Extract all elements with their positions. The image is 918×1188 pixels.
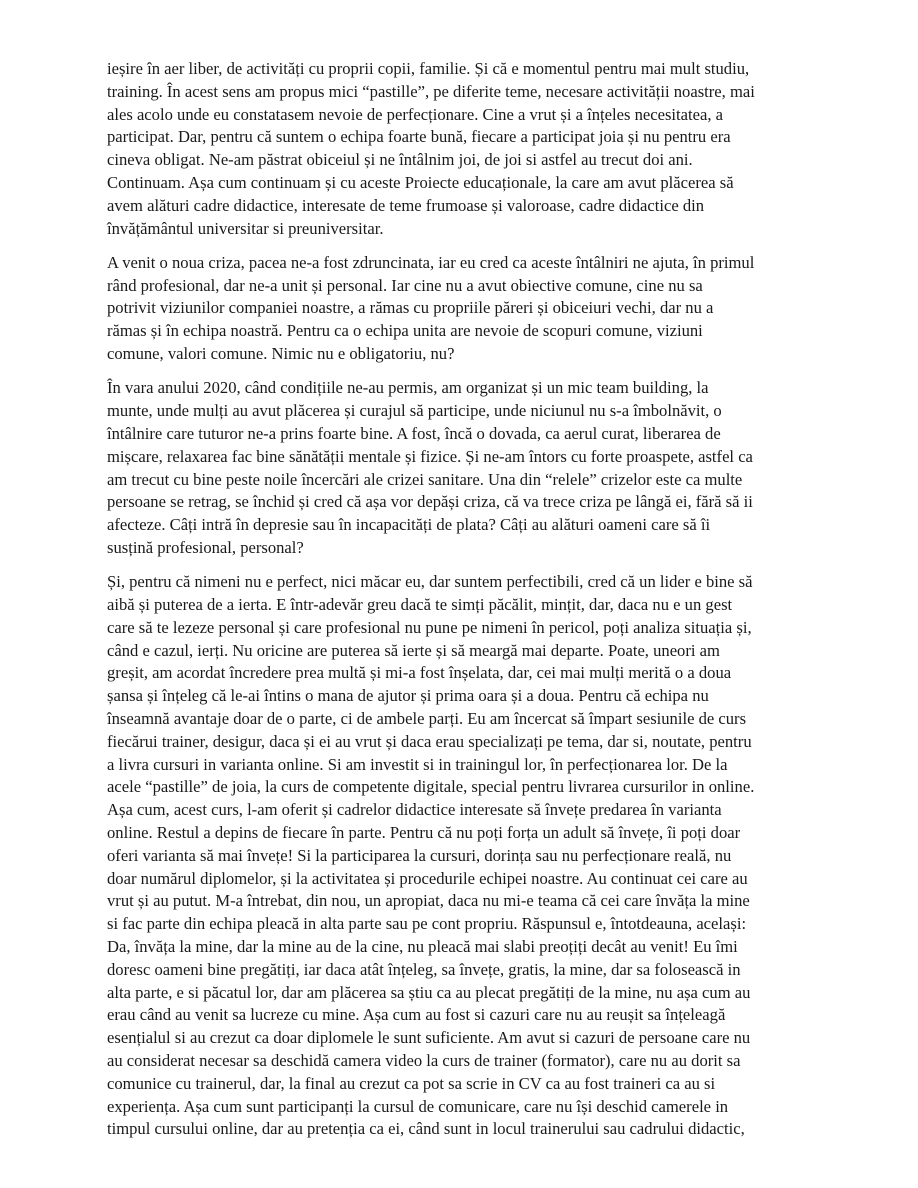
document-page (107, 58, 827, 1153)
text-line: afecteze. Câți intră în depresie sau în incapacități de plata? Câți au alături oameni care să îi (107, 515, 711, 535)
text-line: greșit, am acordat încredere prea multă și mi-a fost înșelata, dar, cei mai mulți merită o a doua (107, 663, 732, 683)
text-line: experiența. Așa cum sunt participanți la cursul de comunicare, care nu își deschid camerele in (107, 1096, 729, 1116)
text-line: vrut și au putut. M-a întrebat, din nou, un apropiat, daca nu mi-e teama că cei care învăța la mine (107, 891, 750, 911)
text-line: aibă și puterea de a ierta. E într-adevăr greu dacă te simți păcălit, mințit, dar, daca nu e un gest (107, 595, 733, 615)
text-line: comune, valori comune. Nimic nu e obligatoriu, nu? (107, 344, 455, 364)
text-line: ieșire în aer liber, de activități cu proprii copii, familie. Și că e momentul pentru mai mult studiu, (107, 59, 750, 78)
text-line: fiecărui trainer, desigur, daca și ei au vrut și daca erau specializați pe tema, dar si, noutate, pentru (107, 731, 752, 751)
text-line: si fac parte din echipa pleacă in alta parte sau pe cont propriu. Răspunsul e, întotdeauna, același: (107, 914, 747, 934)
text-line: online. Restul a depins de fiecare în parte. Pentru că nu poți forța un adult să învețe, îi poți doar (107, 823, 741, 842)
text-line: învățământul universitar si preuniversitar. (107, 218, 384, 238)
text-line: Și, pentru că nimeni nu e perfect, nici măcar eu, dar suntem perfectibili, cred că un lider e bine să (107, 572, 753, 592)
text-line: doar numărul diplomelor, și la activitatea și procedurile echipei noastre. Au continuat cei care au (107, 868, 748, 888)
paragraph-2 (107, 252, 827, 366)
text-line: Da, învăța la mine, dar la mine au de la cine, nu pleacă mai slabi preoțiți decât au venit! Eu îmi (107, 936, 738, 956)
text-line: ales acolo unde eu constatasem nevoie de perfecționare. Cine a vrut și a înțeles necesitatea, a (107, 104, 724, 124)
text-line: timpul cursului online, dar au pretenția ca ei, când sunt in locul trainerului sau cadrului didactic, (107, 1119, 745, 1139)
text-line: avem alături cadre didactice, interesate de teme frumoase și valoroase, cadre didactice din (107, 195, 705, 215)
text-line: A venit o noua criza, pacea ne-a fost zdruncinata, iar eu cred ca aceste întâlniri ne ajuta, în primul (107, 252, 755, 272)
paragraph-3 (107, 377, 827, 559)
text-line: participat. Dar, pentru că suntem o echipa foarte bună, fiecare a participat joia și nu pentru era (107, 127, 731, 147)
text-line: mișcare, relaxarea fac bine sănătății mentale și fizice. Și ne-am întors cu forte proaspete, astfel ca (107, 446, 753, 466)
text-line: Așa cum, acest curs, l-am oferit și cadrelor didactice interesate să învețe predarea în varianta (107, 800, 722, 820)
text-line: am trecut cu bine peste noile încercări ale crizei sanitare. Una din “relele” crizelor este ca multe (107, 469, 743, 489)
text-line: potrivit viziunilor companiei noastre, a rămas cu propriile păreri și obiceiuri vechi, dar nu a (107, 298, 714, 318)
text-line: oferi varianta să mai învețe! Si la participarea la cursuri, dorința sau nu perfecționare reală, nu (107, 845, 732, 865)
text-line: acele “pastille” de joia, la curs de competente digitale, special pentru livrarea cursurilor in online. (107, 777, 755, 797)
text-line: întâlnire care tuturor ne-a prins foarte bine. A fost, încă o dovada, ca aerul curat, liberarea de (107, 423, 721, 443)
text-line: care să te lezeze personal și care profesional nu pune pe nimeni în pericol, poți analiza situația și, (107, 617, 752, 637)
text-line: alta parte, e si păcatul lor, dar am plăcerea sa știu ca au plecat pregătiți de la mine, nu așa cum au (107, 982, 751, 1002)
text-line: comunice cu trainerul, dar, la final au crezut ca pot sa scrie in CV ca au fost traineri ca au si (107, 1073, 716, 1093)
text-line: când e cazul, ierți. Nu oricine are puterea să ierte și să meargă mai departe. Poate, uneori am (107, 640, 720, 660)
text-line: șansa și înțeleg că le-ai întins o mana de ajutor și prima oara și a doua. Pentru că echipa nu (107, 686, 709, 706)
text-line: persoane se retrag, se închid și cred că așa vor depăși criza, că va trece criza pe lângă ei, fără să ii (107, 492, 753, 512)
text-line: a livra cursuri in varianta online. Si am investit si in trainingul lor, în perfecționarea lor. De la (107, 754, 728, 774)
text-line: doresc oameni bine pregătiți, iar daca atât înțeleg, sa învețe, gratis, la mine, dar sa folosească in (107, 959, 741, 979)
text-line: training. În acest sens am propus mici “pastille”, pe diferite teme, necesare activității noastre, mai (107, 81, 755, 101)
text-line: Continuam. Așa cum continuam și cu aceste Proiecte educaționale, la care am avut plăcerea să (107, 172, 734, 192)
text-line: esențialul si au crezut ca doar diplomele le sunt suficiente. Am avut si cazuri de persoane care nu (107, 1028, 751, 1048)
text-line: au considerat necesar sa deschidă camera video la curs de trainer (formator), care nu au dorit sa (107, 1050, 741, 1070)
text-line: înseamnă avantaje doar de o parte, ci de ambele parți. Eu am încercat să împart sesiunile de curs (107, 709, 747, 729)
paragraph-4 (107, 571, 827, 1141)
paragraph-1 (107, 58, 827, 240)
text-line: susțină profesional, personal? (107, 537, 304, 557)
text-line: erau când au venit sa lucreze cu mine. Așa cum au fost si cazuri care nu au reușit sa înțeleagă (107, 1005, 726, 1025)
text-line: rămas și în echipa noastră. Pentru ca o echipa unita are nevoie de scopuri comune, viziuni (107, 321, 703, 341)
text-line: munte, unde mulți au avut plăcerea și curajul să participe, unde niciunul nu s-a îmbolnăvit, o (107, 401, 722, 421)
text-line: În vara anului 2020, când condițiile ne-au permis, am organizat și un mic team building, la (107, 378, 709, 398)
text-line: cineva obligat. Ne-am păstrat obiceiul și ne întâlnim joi, de joi si astfel au trecut doi ani. (107, 150, 693, 170)
text-line: rând profesional, dar ne-a unit și personal. Iar cine nu a avut obiective comune, cine nu sa (107, 275, 703, 295)
